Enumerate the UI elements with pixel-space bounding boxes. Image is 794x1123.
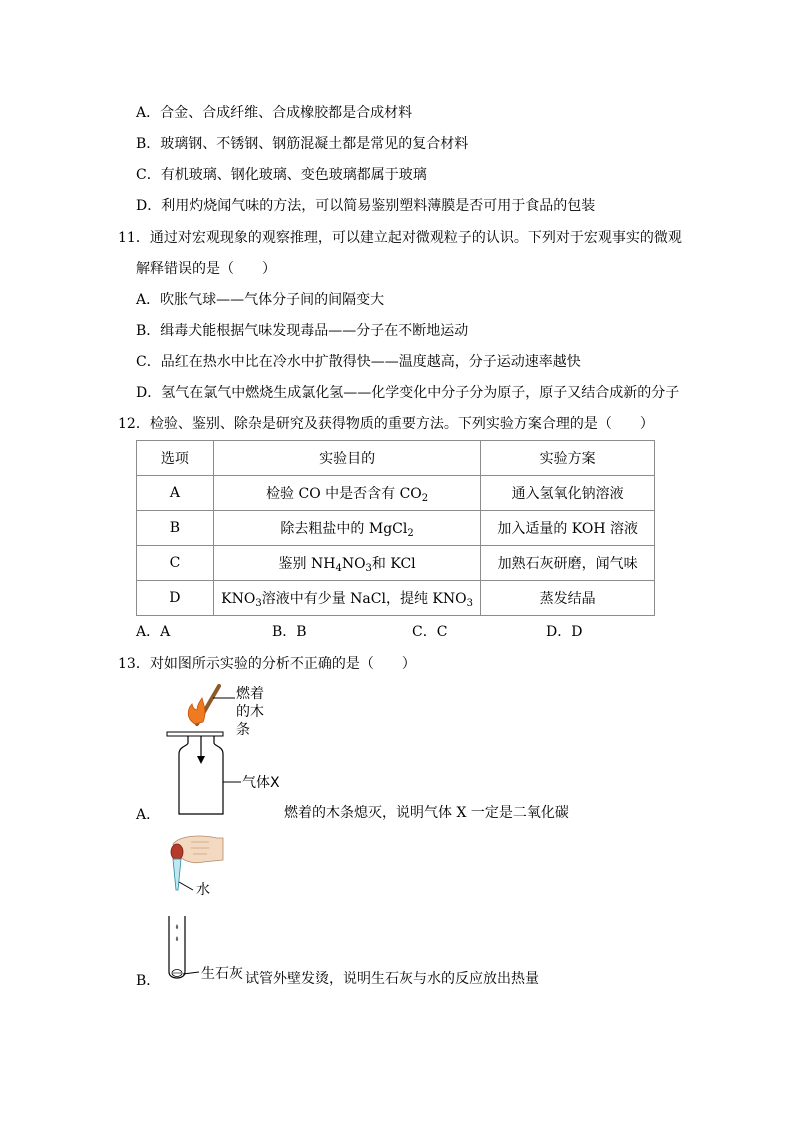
q12-number: 12． [118,416,150,432]
gas-x-label: 气体X [242,775,280,791]
q12-stem-text: 检验、鉴别、除杂是研究及获得物质的重要方法。下列实验方案合理的是（ ） [149,416,654,432]
q11-stem-line2: 解释错误的是（ ） [136,261,276,277]
table-row [137,581,655,616]
q13-option-a-letter: A． [136,807,161,823]
q12-answer-a: A．A [136,624,171,640]
q13-stem [118,655,416,673]
row-a-purpose: 检验 CO 中是否含有 $CO_2$ [213,476,480,511]
header-purpose: 实验目的 [213,441,480,476]
q10-option-b: B．玻璃钢、不锈钢、钢筋混凝土都是常见的复合材料 [136,136,469,152]
row-d-option: D [137,581,214,616]
q12-answer-b: B．B [272,624,307,640]
q11-stem-text: 通过对宏观现象的观察推理，可以建立起对微观粒子的认识。下列对于宏观事实的微观 [149,230,682,246]
row-c-purpose: 鉴别 $NH_4NO_3$和 KCl [213,546,480,581]
row-c-option: C [137,546,214,581]
flame-icon [188,698,205,724]
q13-option-b-text: 试管外壁发烫，说明生石灰与水的反应放出热量 [245,971,539,987]
row-d-purpose: $KNO_3$溶液中有少量 NaCl，提纯 $KNO_3$ [213,581,480,616]
table-row [137,546,655,581]
q10-option-c: C．有机玻璃、钢化玻璃、变色玻璃都属于玻璃 [136,167,427,183]
q13-stem-text: 对如图所示实验的分析不正确的是（ ） [149,656,416,672]
q11-option-b: B．缉毒犬能根据气味发现毒品——分子在不断地运动 [136,323,469,339]
experiment-table [136,440,655,616]
q11-option-d: D．氢气在氯气中燃烧生成氯化氢——化学变化中分子分为原子，原子又结合成新的分子 [136,385,680,401]
q12-answer-d: D．D [546,624,583,640]
test-tube-figure [155,832,245,982]
q11-stem-line1 [118,229,682,247]
q13-number: 13． [118,656,150,672]
dropper-bulb-icon [171,844,183,860]
table-row [137,476,655,511]
q10-option-d: D．利用灼烧闻气味的方法，可以简易鉴别塑料薄膜是否可用于食品的包装 [136,198,596,214]
row-b-plan: 加入适量的 KOH 溶液 [481,511,655,546]
burning-stick-label-1: 燃着 [236,686,264,702]
table-header-row [137,441,655,476]
q13-option-a-text: 燃着的木条熄灭，说明气体 X 一定是二氧化碳 [284,805,569,821]
row-a-plan: 通入氢氧化钠溶液 [481,476,655,511]
dropper-icon [173,859,181,890]
q10-option-a: A．合金、合成纤维、合成橡胶都是合成材料 [136,105,413,121]
row-d-plan: 蒸发结晶 [481,581,655,616]
row-b-purpose: 除去粗盐中的 MgCl$_2$ [213,511,480,546]
header-plan: 实验方案 [481,441,655,476]
q11-option-a: A．吹胀气球——气体分子间的间隔变大 [136,292,385,308]
burning-stick-label-3: 条 [236,722,250,738]
table-row [137,511,655,546]
q12-stem [118,415,654,433]
gas-bottle-figure [155,680,295,820]
row-a-option: A [137,476,214,511]
burning-stick-label-2: 的木 [236,704,264,720]
row-c-plan: 加熟石灰研磨，闻气味 [481,546,655,581]
quicklime-label: 生石灰 [201,966,243,982]
header-option: 选项 [137,441,214,476]
q13-option-b-letter: B． [136,973,161,989]
row-b-option: B [137,511,214,546]
q11-option-c: C．品红在热水中比在冷水中扩散得快——温度越高，分子运动速率越快 [136,354,581,370]
glass-plate-icon [167,732,223,736]
water-label: 水 [196,882,210,898]
q11-number: 11． [118,230,150,246]
q12-answer-c: C．C [412,624,448,640]
